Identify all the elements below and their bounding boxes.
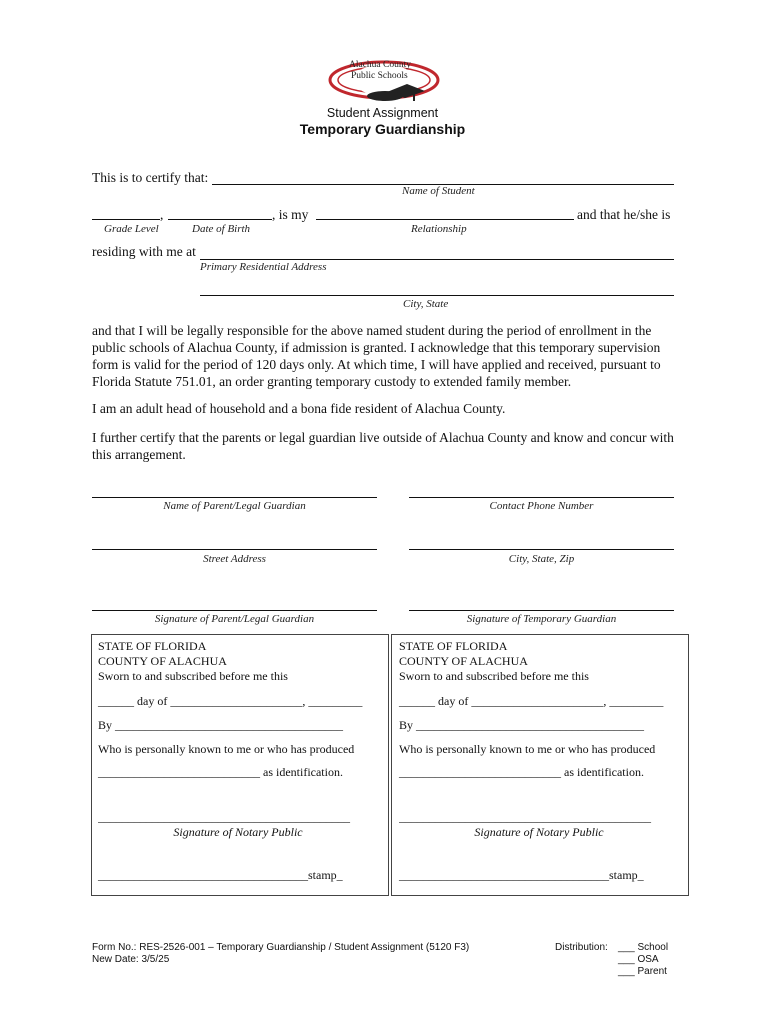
footer-form-number: Form No.: RES-2526-001 – Temporary Guardianship / Student Assignment (5120 F3) — [92, 942, 470, 953]
notary-signature-line[interactable]: __________________________________________ — [98, 810, 350, 824]
parent-signature-field[interactable] — [92, 610, 377, 611]
relationship-caption: Relationship — [411, 223, 467, 235]
distribution-osa: ___ OSA — [618, 954, 659, 965]
date-of-birth-caption: Date of Birth — [192, 223, 251, 235]
notary-known-text: Who is personally known to me or who has produced — [98, 742, 355, 756]
notary-day-line[interactable]: ______ day of ______________________, _________ — [399, 694, 664, 708]
primary-address-caption: Primary Residential Address — [200, 261, 327, 273]
notary-stamp-line[interactable]: ___________________________________stamp_ — [98, 868, 343, 882]
grade-level-caption: Grade Level — [104, 223, 159, 235]
notary-id-line[interactable]: ___________________________ as identification. — [399, 765, 644, 779]
contact-phone-caption: Contact Phone Number — [489, 500, 594, 512]
notary-left — [98, 639, 383, 883]
footer-distribution-label: Distribution: — [555, 942, 608, 953]
distribution-parent: ___ Parent — [618, 966, 667, 977]
parent-name-caption: Name of Parent/Legal Guardian — [163, 500, 306, 512]
notary-state: STATE OF FLORIDA — [98, 639, 207, 653]
notary-county: COUNTY OF ALACHUA — [98, 654, 227, 668]
footer-new-date: New Date: 3/5/25 — [92, 954, 170, 965]
logo-line1: Alachua County — [349, 60, 412, 70]
contact-phone-field[interactable] — [409, 497, 674, 498]
notary-stamp-line[interactable]: ___________________________________stamp_ — [399, 868, 644, 882]
distribution-school: ___ School — [618, 942, 669, 953]
and-that-text: and that he/she is — [577, 207, 671, 222]
street-address-field[interactable] — [92, 549, 377, 550]
notary-state: STATE OF FLORIDA — [399, 639, 508, 653]
notary-sworn: Sworn to and subscribed before me this — [399, 669, 589, 683]
notary-right — [399, 639, 684, 883]
relationship-field[interactable] — [316, 219, 574, 220]
logo-line2: Public Schools — [351, 71, 408, 81]
notary-signature-caption: Signature of Notary Public — [474, 825, 604, 839]
street-address-caption: Street Address — [203, 553, 266, 565]
notary-county: COUNTY OF ALACHUA — [399, 654, 528, 668]
resident-paragraph: I am an adult head of household and a bona fide resident of Alachua County. — [92, 401, 506, 416]
form-title: Temporary Guardianship — [299, 121, 466, 137]
city-state-field[interactable] — [200, 295, 674, 296]
notary-by-line[interactable]: By ______________________________________ — [399, 718, 645, 732]
temp-guardian-signature-caption: Signature of Temporary Guardian — [466, 613, 617, 625]
grade-level-field[interactable] — [92, 219, 160, 220]
notary-sworn: Sworn to and subscribed before me this — [98, 669, 288, 683]
form-subtitle: Student Assignment — [326, 106, 439, 120]
district-logo — [325, 58, 443, 108]
legal-responsibility-paragraph: and that I will be legally responsible for the above named student during the period of enrollment in the public schools of Alachua County, if admission is granted. I acknowledge that this temporary supervision form is valid for the period of 120 days only. At which time, I will have applied and received, pursuant to Florida Statute 751.01, an order granting temporary custody to extended family member. — [92, 323, 661, 389]
city-state-zip-caption: City, State, Zip — [508, 553, 575, 565]
notary-id-line[interactable]: ___________________________ as identification. — [98, 765, 343, 779]
date-of-birth-field[interactable] — [168, 219, 272, 220]
residing-label: residing with me at — [92, 244, 196, 259]
notary-signature-caption: Signature of Notary Public — [173, 825, 303, 839]
notary-by-line[interactable]: By ______________________________________ — [98, 718, 344, 732]
student-name-caption: Name of Student — [402, 185, 475, 197]
notary-known-text: Who is personally known to me or who has produced — [399, 742, 656, 756]
city-state-zip-field[interactable] — [409, 549, 674, 550]
notary-signature-line[interactable]: __________________________________________ — [399, 810, 651, 824]
parent-name-field[interactable] — [92, 497, 377, 498]
comma-text: , — [160, 207, 164, 222]
city-state-caption: City, State — [403, 298, 449, 310]
notary-day-line[interactable]: ______ day of ______________________, _________ — [98, 694, 363, 708]
primary-address-field[interactable] — [200, 259, 674, 260]
temp-guardian-signature-field[interactable] — [409, 610, 674, 611]
certify-label: This is to certify that: — [92, 170, 209, 185]
concur-paragraph: I further certify that the parents or legal guardian live outside of Alachua County and know and concur with this arrangement. — [92, 430, 674, 462]
is-my-text: , is my — [272, 207, 309, 222]
parent-signature-caption: Signature of Parent/Legal Guardian — [154, 613, 315, 625]
